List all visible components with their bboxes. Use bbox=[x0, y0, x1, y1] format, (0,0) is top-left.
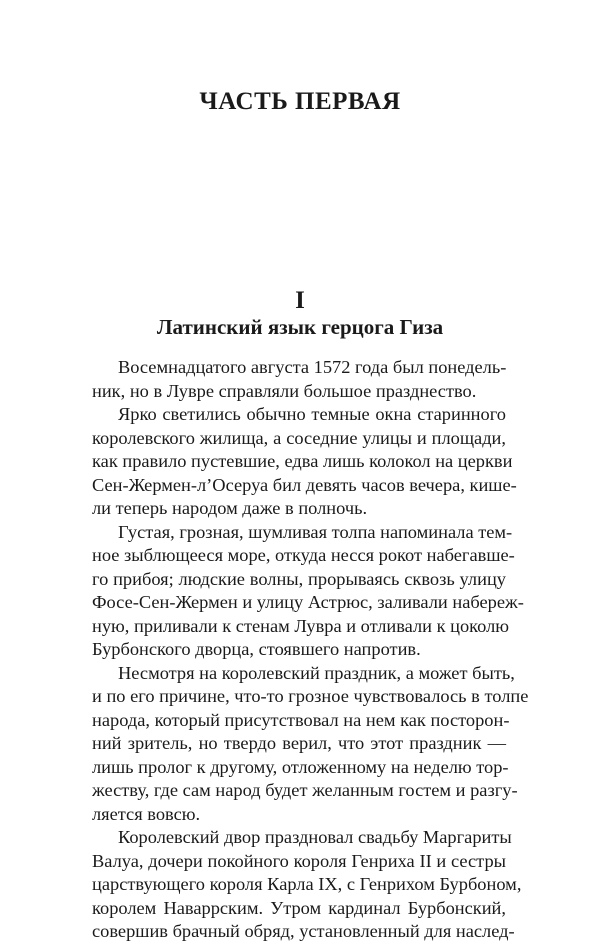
text-line: и по его причине, что-то грозное чувствовалось в толпе bbox=[92, 686, 529, 706]
body-text bbox=[92, 356, 529, 944]
text-line: Густая, грозная, шумливая толпа напоминала тем- bbox=[118, 521, 513, 542]
chapter-title: Латинский язык герцога Гиза bbox=[156, 315, 444, 339]
text-line: ную, приливали к стенам Лувра и отливали к цоколю bbox=[92, 615, 510, 636]
text-line: жеству, где сам народ будет желанным гостем и разгу- bbox=[92, 780, 518, 800]
text-line: королем Наваррским. Утром кардинал Бурбонский, bbox=[92, 897, 506, 918]
text-line: как правило пустевшие, едва лишь колокол на церкви bbox=[92, 451, 513, 471]
text-line: ли теперь народом даже в полночь. bbox=[92, 498, 368, 518]
text-line: Королевский двор праздновал свадьбу Маргариты bbox=[118, 827, 512, 847]
text-line: ное зыблющееся море, откуда несся рокот набегавше- bbox=[92, 545, 515, 565]
text-line: ник, но в Лувре справляли большое празднество. bbox=[92, 380, 477, 401]
part-title: ЧАСТЬ ПЕРВАЯ bbox=[199, 88, 401, 115]
text-line: Восемнадцатого августа 1572 года был понедель- bbox=[118, 357, 507, 377]
text-line: Фосе-Сен-Жермен и улицу Астрюс, заливали набереж- bbox=[92, 592, 524, 612]
text-line: Бурбонского дворца, стоявшего напротив. bbox=[92, 639, 421, 659]
text-line: королевского жилища, а соседние улицы и площади, bbox=[92, 427, 506, 448]
text-line: го прибоя; людские волны, прорываясь сквозь улицу bbox=[92, 568, 506, 589]
text-line: народа, который присутствовал на нем как посторон- bbox=[92, 709, 510, 730]
text-line: ний зритель, но твердо верил, что этот праздник — bbox=[92, 733, 506, 753]
text-line: Сен-Жермен-л’Осеруа бил девять часов вечера, кише- bbox=[92, 474, 517, 495]
text-line: Валуа, дочери покойного короля Генриха II и сестры bbox=[92, 850, 506, 871]
text-line: лишь пролог к другому, отложенному на неделю тор- bbox=[92, 756, 509, 777]
text-line: царствующего короля Карла IX, с Генрихом Бурбоном, bbox=[92, 874, 522, 894]
chapter-number: I bbox=[295, 287, 305, 314]
text-line: ляется вовсю. bbox=[92, 803, 201, 824]
text-line: Несмотря на королевский праздник, а может быть, bbox=[118, 662, 515, 683]
text-line: совершив брачный обряд, установленный для наслед- bbox=[92, 921, 515, 941]
text-line: Ярко светились обычно темные окна старинного bbox=[118, 404, 506, 424]
